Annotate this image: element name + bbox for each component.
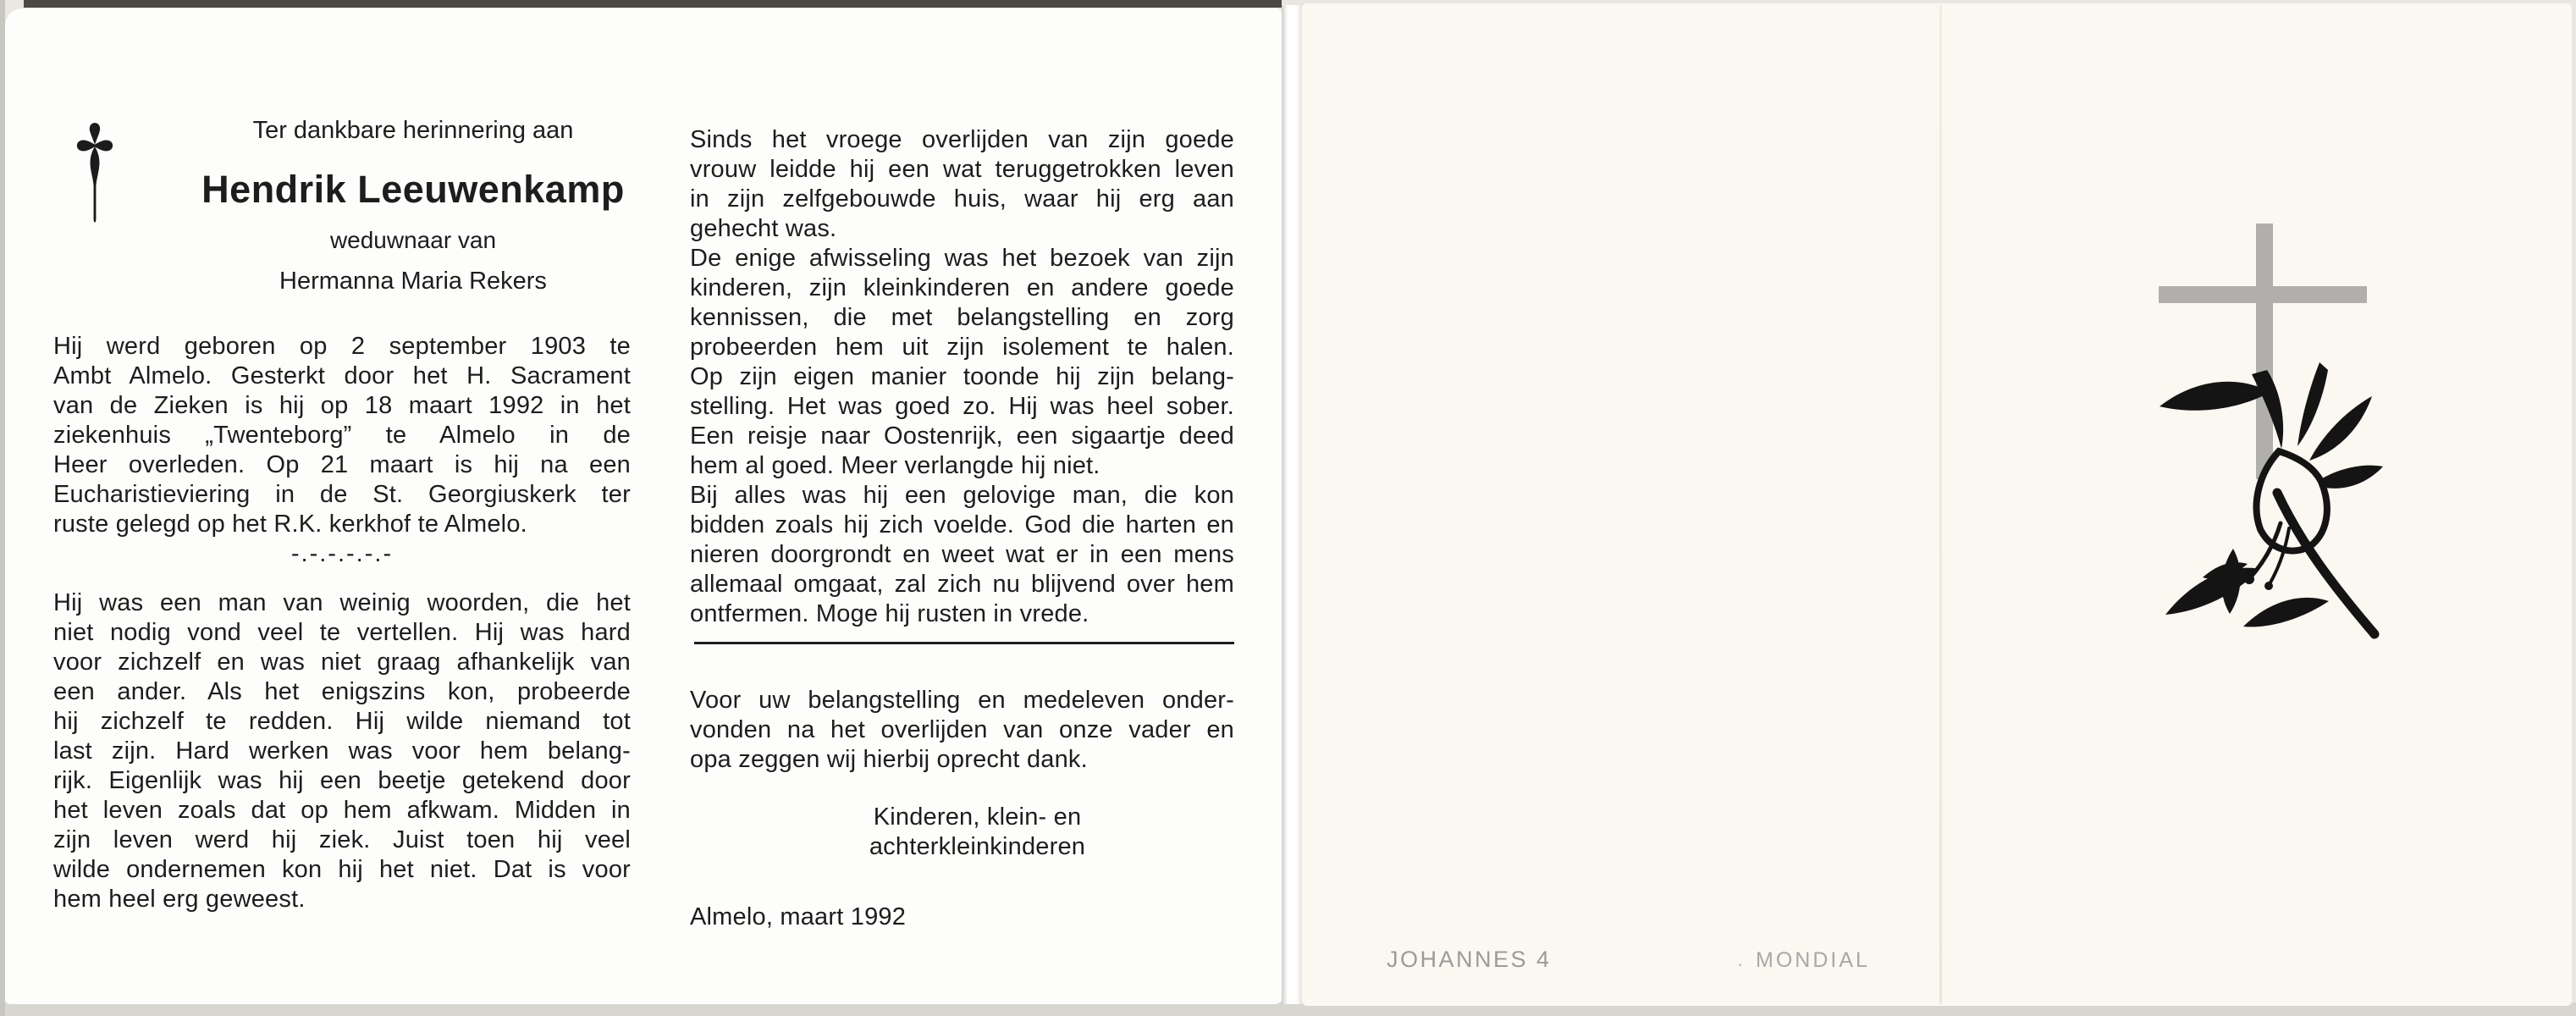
spouse-name: Hermanna Maria Rekers: [279, 268, 547, 295]
text-line: kinderen, zijn kleinkinderen en andere goede: [690, 274, 1234, 301]
relation-line: weduwnaar van: [329, 227, 497, 253]
card-fold-gap: [1282, 5, 1302, 1004]
cover-cross-lily-illustration: [2152, 213, 2391, 645]
text-line: ontfermen. Moge hij rusten in vrede.: [690, 600, 1089, 627]
birth-death-paragraph: [53, 332, 631, 539]
text-line: stelling. Het was goed zo. Hij was heel sober.: [690, 393, 1234, 420]
text-line: Hij werd geboren op 2 september 1903 te: [53, 333, 631, 360]
text-line: in zijn zelfgebouwde huis, waar hij erg aan: [690, 185, 1234, 213]
text-line: Bij alles was hij een gelovige man, die kon: [690, 482, 1234, 509]
text-line: hem al goed. Meer verlangde hij niet.: [690, 452, 1100, 479]
text-line: niet nodig vond veel te vertellen. Hij was hard: [53, 619, 631, 646]
cover-fold-line: [1939, 5, 1942, 1004]
dateline: Almelo, maart 1992: [690, 903, 907, 930]
text-line: De enige afwisseling was het bezoek van zijn: [690, 245, 1234, 272]
text-line: achterkleinkinderen: [869, 833, 1086, 860]
text-line: Eucharistieviering in de St. Georgiuskerk ter: [53, 481, 631, 508]
text-line: van de Zieken is hij op 18 maart 1992 in het: [53, 392, 631, 419]
deceased-name: Hendrik Leeuwenkamp: [201, 168, 625, 211]
text-line: het leven zoals dat op hem afkwam. Midden in: [53, 797, 631, 824]
text-line: voor zichzelf en was niet graag afhankelijk van: [53, 649, 631, 676]
text-line: allemaal omgaat, zal zich nu blijvend over hem: [690, 571, 1234, 598]
text-line: Ambt Almelo. Gesterkt door het H. Sacrament: [53, 362, 631, 389]
text-line: Voor uw belangstelling en medeleven onder-: [690, 687, 1234, 714]
text-line: een ander. Als het enigszins kon, probeerde: [53, 678, 631, 705]
text-line: wilde ondernemen kon hij het niet. Dat is voor: [53, 856, 631, 883]
text-line: vrouw leidde hij een wat teruggetrokken leven: [690, 156, 1234, 183]
character-paragraph: [53, 588, 631, 914]
intro-line: Ter dankbare herinnering aan: [252, 117, 574, 144]
text-line: vonden na het overlijden van onze vader en: [690, 716, 1234, 743]
thanks-divider-rule: [694, 642, 1234, 644]
imprint-mondial: MONDIAL: [1756, 948, 1870, 972]
memorial-cross-icon: [74, 119, 115, 231]
text-line: bidden zoals hij zich voelde. God die harten en: [690, 511, 1234, 538]
text-line: rijk. Eigenlijk was hij een beetje getekend door: [53, 767, 631, 794]
inner-right-text-block: [690, 125, 1234, 629]
faith-paragraph: [690, 481, 1234, 629]
lily-flower-icon: [2160, 362, 2383, 634]
text-line: ruste gelegd op het R.K. kerkhof te Almelo.: [53, 511, 527, 538]
text-line: probeerden hem uit zijn isolement te halen.: [690, 334, 1234, 361]
text-line: Hij was een man van weinig woorden, die het: [53, 589, 631, 616]
text-line: opa zeggen wij hierbij oprecht dank.: [690, 746, 1088, 773]
thanks-paragraph: [690, 686, 1234, 775]
text-line: last zijn. Hard werken was voor hem belang-: [53, 737, 631, 765]
text-line: ziekenhuis „Twenteborg” te Almelo in de: [53, 422, 631, 449]
imprint-johannes: JOHANNES 4: [1387, 947, 1552, 972]
scan-edge-top: [24, 0, 1282, 8]
text-line: Op zijn eigen manier toonde hij zijn belang-: [690, 363, 1234, 390]
text-line: Heer overleden. Op 21 maart is hij na een: [53, 451, 631, 478]
section-divider: -.-.-.-.-.-: [290, 540, 394, 567]
text-line: Sinds het vroege overlijden van zijn goede: [690, 126, 1234, 153]
signature-block: [690, 803, 1249, 862]
text-line: gehecht was.: [690, 215, 837, 242]
text-line: kennissen, die met belangstelling en zorg: [690, 304, 1234, 331]
text-line: hem heel erg geweest.: [53, 886, 306, 913]
imprint-separator-dot: ·: [1737, 953, 1744, 975]
life-paragraph: [690, 125, 1234, 244]
text-line: hij zichzelf te redden. Hij wilde niemand tot: [53, 708, 631, 735]
text-line: nieren doorgrondt en weet wat er in een mens: [690, 541, 1234, 568]
text-line: Kinderen, klein- en: [873, 803, 1082, 831]
text-line: Een reisje naar Oostenrijk, een sigaartje deed: [690, 422, 1234, 450]
visits-paragraph: [690, 244, 1234, 481]
text-line: zijn leven werd hij ziek. Juist toen hij veel: [53, 826, 631, 853]
